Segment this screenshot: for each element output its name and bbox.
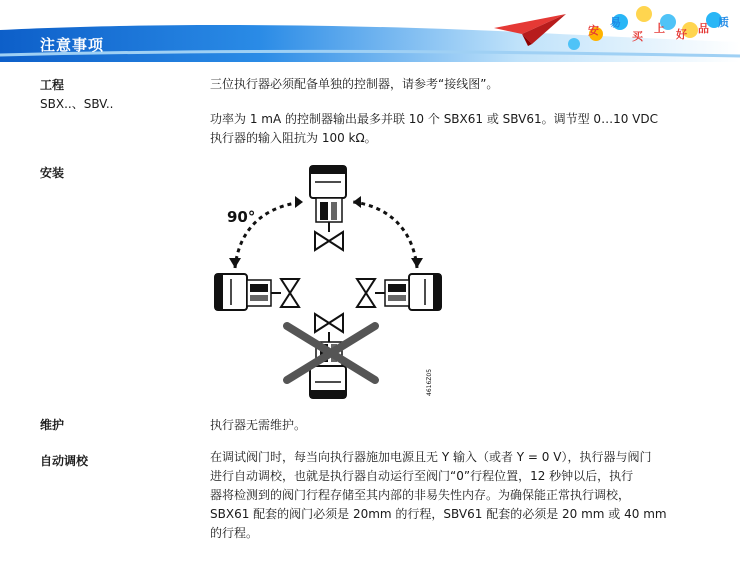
angle-label: 90° — [227, 208, 256, 226]
slogan-decoration — [560, 0, 740, 60]
slogan-char: 安 — [588, 24, 599, 37]
slogan-char: 易 — [610, 16, 621, 29]
engineering-paragraph-2 — [210, 110, 710, 148]
engineering-line: 功率为 1 mA 的控制器输出最多并联 10 个 SBX61 或 SBV61。调节型 0…10 VDC — [210, 112, 658, 126]
slogan-char: 买 — [632, 30, 643, 43]
actuator-right-allowed — [357, 274, 441, 310]
section-label-maintenance: 维护 — [40, 418, 65, 432]
engineering-paragraph-1: 三位执行器必须配备单独的控制器，请参考“接线图”。 — [210, 77, 499, 91]
calibration-line: 进行自动调校，也就是执行器自动运行至阀门“0”行程位置，12 秒钟以后，执行 — [210, 469, 634, 483]
calibration-line: SBX61 配套的阀门必须是 20mm 的行程，SBV61 配套的必须是 20 mm 或 40 mm — [210, 507, 667, 521]
page-title: 注意事项 — [40, 36, 105, 54]
slogan-char: 品 — [698, 22, 709, 35]
slogan-char: 上 — [654, 22, 665, 35]
calibration-line: 在调试阀门时，每当向执行器施加电源且无 Y 输入（或者 Y = 0 V），执行器与阀门 — [210, 450, 652, 464]
section-label-engineering: 工程 — [40, 78, 65, 92]
header-banner — [0, 0, 740, 62]
product-models: SBX..、SBV.. — [40, 97, 114, 111]
figure-code: 4616Z05 — [426, 368, 433, 396]
engineering-line: 执行器的输入阻抗为 100 kΩ。 — [210, 131, 377, 145]
installation-diagram — [195, 158, 455, 408]
section-label-calibration: 自动调校 — [40, 454, 89, 468]
calibration-paragraph — [210, 448, 710, 543]
maintenance-text: 执行器无需维护。 — [210, 418, 307, 432]
actuator-left-allowed — [215, 274, 299, 310]
calibration-line: 器将检测到的阀门行程存储至其内部的非易失性内存。为确保能正常执行调校， — [210, 488, 631, 502]
slogan-char: 质 — [718, 16, 729, 29]
actuator-top-allowed — [310, 166, 346, 250]
section-label-installation: 安装 — [40, 166, 65, 180]
slogan-char: 好 — [676, 28, 687, 41]
calibration-line: 的行程。 — [210, 526, 259, 540]
